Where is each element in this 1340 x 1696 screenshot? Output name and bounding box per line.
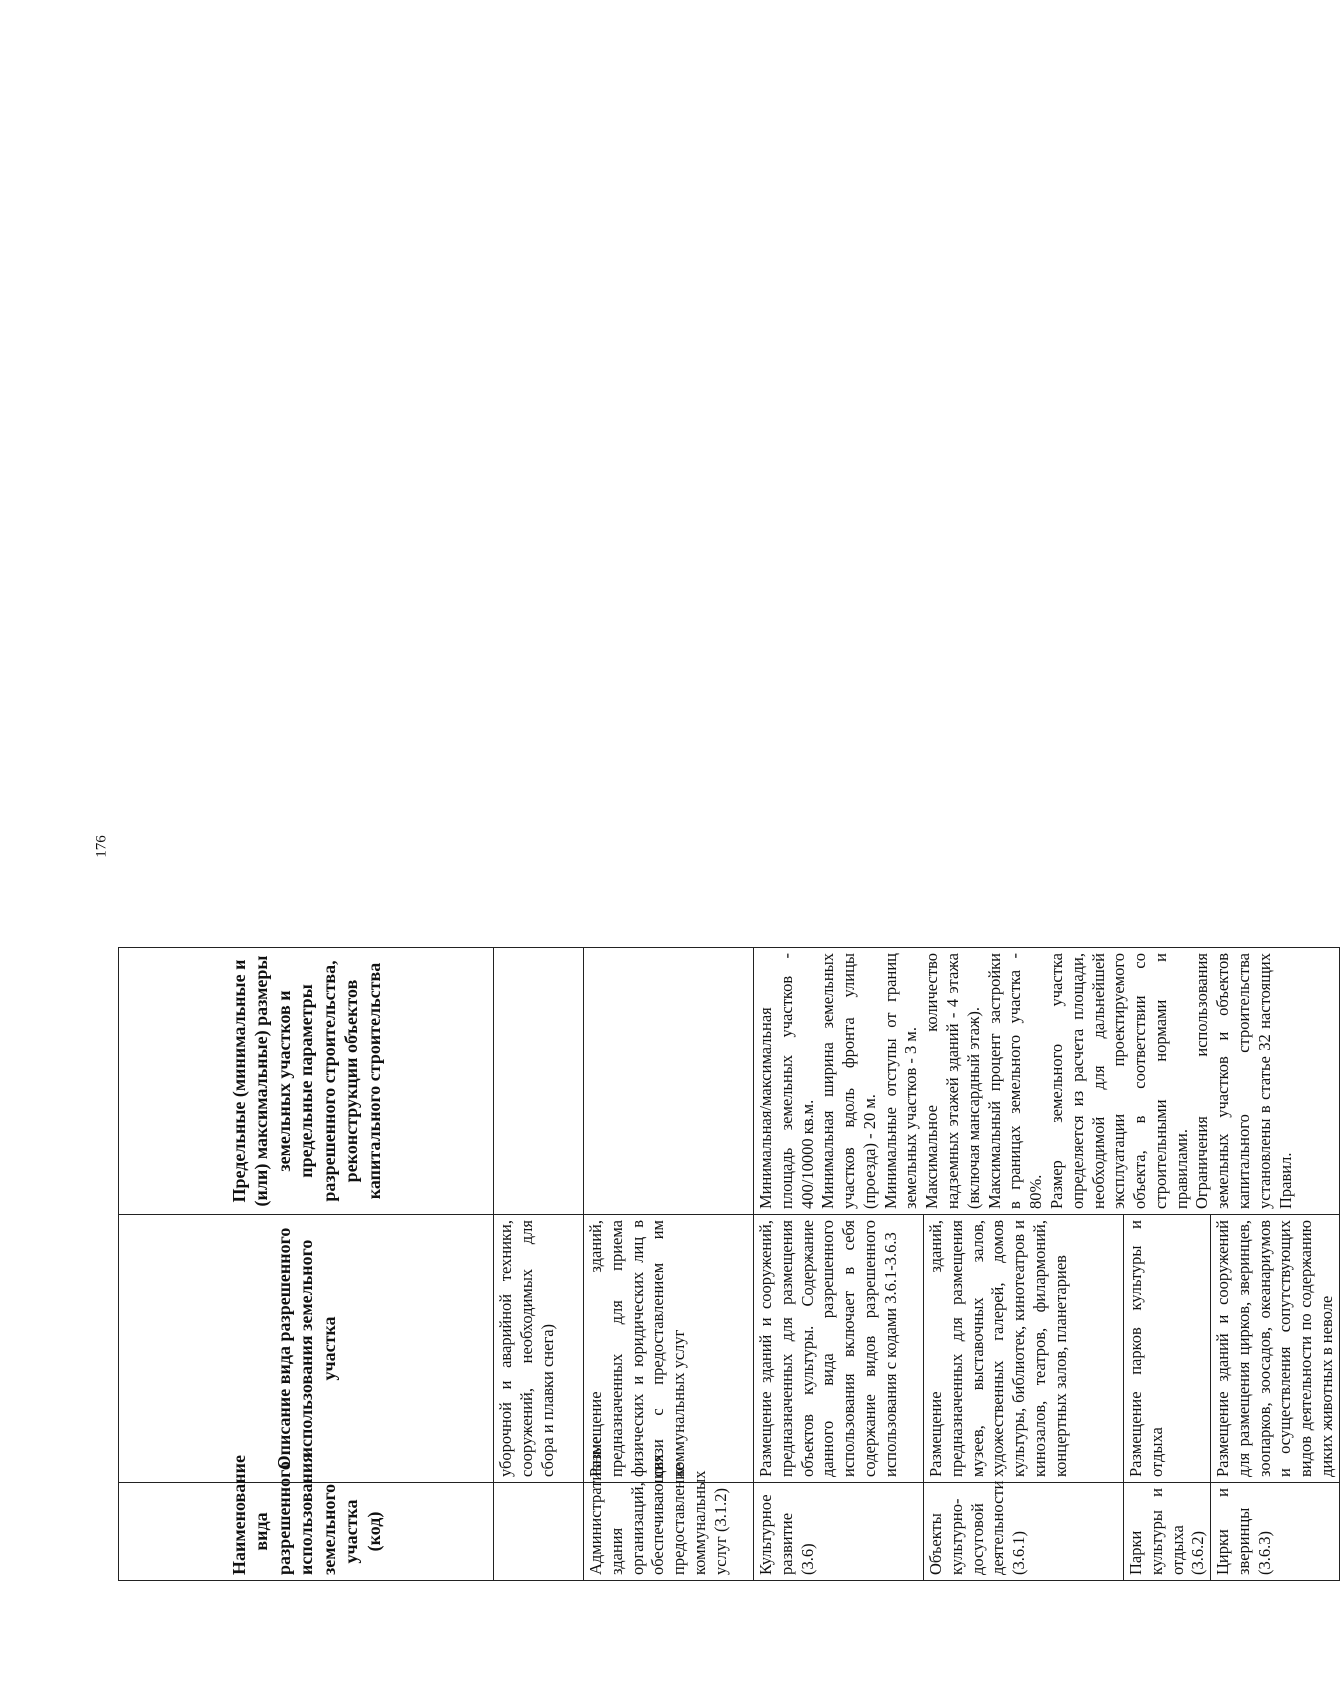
zoning-table	[118, 88, 1340, 1581]
table-row	[1211, 89, 1340, 1581]
row-name: Административные здания организаций, обеспечивающих предоставление коммунальных услуг (3.1.2)	[584, 1483, 754, 1581]
header-name: Наименование вида разрешенного использования земельного участка (код)	[119, 1483, 494, 1581]
parameter-line: Минимальные отступы от границ земельных участков - 3 м.	[880, 953, 921, 1209]
parameters-cell	[754, 948, 1340, 1215]
table-row	[924, 89, 1124, 1581]
parameter-line: Ограничения использования земельных участков и объектов капитального строительства установлены в статье 32 настоящих Правил.	[1192, 953, 1295, 1209]
table-header-row	[119, 89, 494, 1581]
parameter-line: Минимальная/максимальная площадь земельных участков - 400/10000 кв.м.	[756, 953, 817, 1209]
parameters-cell-empty	[494, 948, 584, 1215]
row-name	[494, 1483, 584, 1581]
header-parameters: Предельные (минимальные и (или) максимальные) размеры земельных участков и предельные параметры разрешенного строительства, реконструкции объектов капитального строительства	[119, 948, 494, 1215]
table-row	[754, 89, 924, 1581]
table-row	[1124, 89, 1211, 1581]
page-number: 176	[93, 835, 110, 858]
row-name: Культурное развитие (3.6)	[754, 1483, 924, 1581]
parameter-line: Размер земельного участка определяется из расчета площади, необходимой для дальнейшей эксплуатации проектируемого объекта, в соответствии со строительными нормами и правилами.	[1046, 953, 1191, 1209]
parameter-line: Максимальный процент застройки в границах земельного участка - 80%.	[984, 953, 1046, 1209]
row-description: Размещение парков культуры и отдыха	[1124, 1215, 1211, 1483]
parameters-cell-empty	[584, 948, 754, 1215]
row-name: Парки культуры и отдыха (3.6.2)	[1124, 1483, 1211, 1581]
parameter-line: Минимальная ширина земельных участков вдоль фронта улицы (проезда) - 20 м.	[818, 953, 879, 1209]
table-row	[584, 89, 754, 1581]
row-name: Цирки и зверинцы (3.6.3)	[1211, 1483, 1340, 1581]
row-description: уборочной и аварийной техники, сооружений, необходимых для сбора и плавки снега)	[494, 1215, 584, 1483]
header-description: Описание вида разрешенного использования земельного участка	[119, 1215, 494, 1483]
row-description: Размещение зданий, предназначенных для приема физических и юридических лиц в связи с предоставлением им коммунальных услуг	[584, 1215, 754, 1483]
row-name: Объекты культурно-досуговой деятельности (3.6.1)	[924, 1483, 1124, 1581]
row-description: Размещение зданий и сооружений для размещения цирков, зверинцев, зоопарков, зоосадов, океанариумов и осуществления сопутствующих видов деятельности по содержанию диких животных в неволе	[1211, 1215, 1340, 1483]
row-description: Размещение зданий, предназначенных для размещения музеев, выставочных залов, художественных галерей, домов культуры, библиотек, кинотеатров и кинозалов, театров, филармоний, концертных залов, планетариев	[924, 1215, 1124, 1483]
parameter-line: Максимальное количество надземных этажей зданий - 4 этажа (включая мансардный этаж).	[922, 953, 983, 1209]
row-description: Размещение зданий и сооружений, предназначенных для размещения объектов культуры. Содержание данного вида разрешенного использования включает в себя содержание видов разрешенного использования с кодами 3.6.1-3.6.3	[754, 1215, 924, 1483]
rotated-page	[118, 89, 1337, 1581]
table-row	[494, 89, 584, 1581]
